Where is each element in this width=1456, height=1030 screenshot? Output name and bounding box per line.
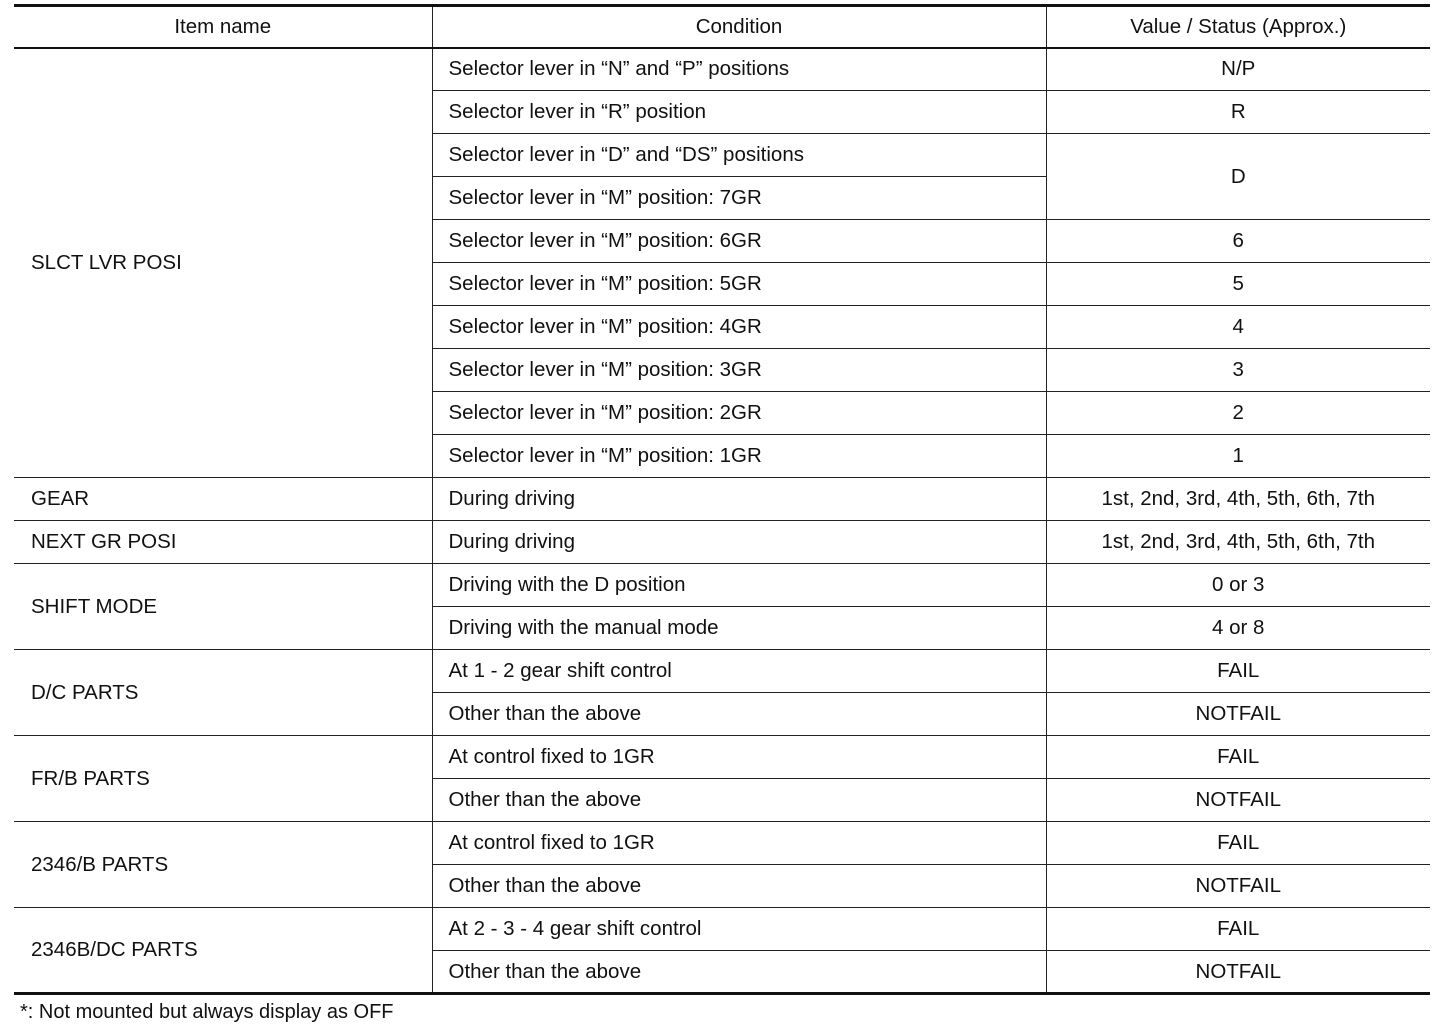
value-cell: 0 or 3 (1046, 564, 1430, 607)
condition-cell: Selector lever in “M” position: 3GR (432, 349, 1046, 392)
value-cell: N/P (1046, 48, 1430, 91)
value-cell: FAIL (1046, 908, 1430, 951)
table-row (14, 478, 1430, 521)
item-name-cell: 2346B/DC PARTS (14, 908, 432, 994)
condition-cell: At control fixed to 1GR (432, 736, 1046, 779)
condition-cell: Selector lever in “M” position: 6GR (432, 220, 1046, 263)
value-cell: 5 (1046, 263, 1430, 306)
condition-cell: Driving with the D position (432, 564, 1046, 607)
value-cell: 1st, 2nd, 3rd, 4th, 5th, 6th, 7th (1046, 478, 1430, 521)
table-row (14, 48, 1430, 91)
value-cell: 4 (1046, 306, 1430, 349)
table-row (14, 908, 1430, 951)
table-row (14, 564, 1430, 607)
table-row (14, 650, 1430, 693)
condition-cell: At 1 - 2 gear shift control (432, 650, 1046, 693)
table-row (14, 736, 1430, 779)
item-name-cell: FR/B PARTS (14, 736, 432, 822)
value-cell: NOTFAIL (1046, 951, 1430, 994)
item-name-cell: D/C PARTS (14, 650, 432, 736)
value-cell: D (1046, 134, 1430, 220)
value-cell: R (1046, 91, 1430, 134)
item-name-cell: 2346/B PARTS (14, 822, 432, 908)
condition-cell: Selector lever in “R” position (432, 91, 1046, 134)
data-monitor-table (14, 4, 1430, 995)
condition-cell: Selector lever in “M” position: 7GR (432, 177, 1046, 220)
condition-cell: Other than the above (432, 951, 1046, 994)
condition-cell: Selector lever in “N” and “P” positions (432, 48, 1046, 91)
item-name-cell: SLCT LVR POSI (14, 48, 432, 478)
value-cell: FAIL (1046, 650, 1430, 693)
header-condition: Condition (432, 6, 1046, 48)
condition-cell: Other than the above (432, 865, 1046, 908)
value-cell: 1st, 2nd, 3rd, 4th, 5th, 6th, 7th (1046, 521, 1430, 564)
condition-cell: During driving (432, 478, 1046, 521)
condition-cell: During driving (432, 521, 1046, 564)
value-cell: NOTFAIL (1046, 865, 1430, 908)
condition-cell: Other than the above (432, 693, 1046, 736)
condition-cell: Selector lever in “M” position: 4GR (432, 306, 1046, 349)
value-cell: NOTFAIL (1046, 693, 1430, 736)
condition-cell: At control fixed to 1GR (432, 822, 1046, 865)
table-row (14, 521, 1430, 564)
item-name-cell: NEXT GR POSI (14, 521, 432, 564)
header-item-name: Item name (14, 6, 432, 48)
condition-cell: At 2 - 3 - 4 gear shift control (432, 908, 1046, 951)
header-row (14, 6, 1430, 48)
value-cell: 2 (1046, 392, 1430, 435)
item-name-cell: SHIFT MODE (14, 564, 432, 650)
value-cell: 6 (1046, 220, 1430, 263)
table-body (14, 48, 1430, 994)
value-cell: FAIL (1046, 736, 1430, 779)
table-header (14, 6, 1430, 48)
value-cell: FAIL (1046, 822, 1430, 865)
condition-cell: Selector lever in “M” position: 1GR (432, 435, 1046, 478)
footnote: *: Not mounted but always display as OFF (20, 1001, 394, 1023)
header-value-status: Value / Status (Approx.) (1046, 6, 1430, 48)
value-cell: 3 (1046, 349, 1430, 392)
table-row (14, 822, 1430, 865)
item-name-cell: GEAR (14, 478, 432, 521)
condition-cell: Selector lever in “M” position: 2GR (432, 392, 1046, 435)
condition-cell: Selector lever in “M” position: 5GR (432, 263, 1046, 306)
condition-cell: Other than the above (432, 779, 1046, 822)
condition-cell: Driving with the manual mode (432, 607, 1046, 650)
value-cell: 4 or 8 (1046, 607, 1430, 650)
value-cell: 1 (1046, 435, 1430, 478)
condition-cell: Selector lever in “D” and “DS” positions (432, 134, 1046, 177)
value-cell: NOTFAIL (1046, 779, 1430, 822)
